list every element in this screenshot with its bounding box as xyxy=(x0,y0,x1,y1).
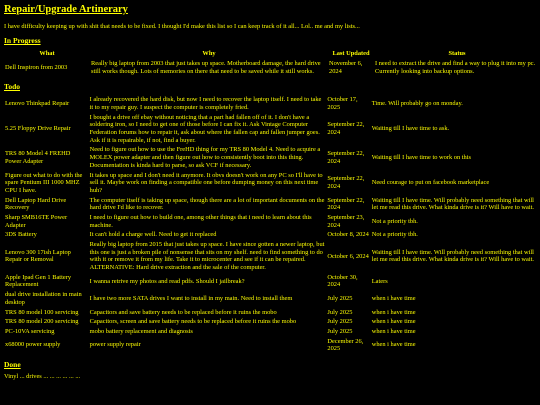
row-what: 5.25 Floppy Drive Repair xyxy=(5,125,71,133)
todo-heading: Todo xyxy=(4,82,20,92)
row-why: Capacitors, screen and save battery needs to be replaced before it ruins the mobo xyxy=(89,318,297,326)
row-why: It can't hold a charge well. Need to get it replaced xyxy=(89,231,217,239)
row-why: Need to figure out how to use the FreHD thing for my TRS 80 Model 4. Need to acquire a MOLEX power adapter and then figure out how to consistently boot into this thing. Documentation is kinda hard to parse, so ask VCF if necessary. xyxy=(89,146,321,169)
row-what: Dell Inspiron from 2003 xyxy=(5,63,68,71)
row-what: 3DS Battery xyxy=(5,231,37,239)
row-date: July 2025 xyxy=(327,295,353,302)
done-heading: Done xyxy=(4,359,21,369)
row-status: Not a priority tbh. xyxy=(371,217,418,225)
table-row xyxy=(4,59,540,76)
row-what: TRS 80 Model 4 FREHD Power Adapter xyxy=(5,150,71,165)
row-status: when i have time xyxy=(371,318,416,326)
table-row xyxy=(4,308,536,318)
table-row xyxy=(4,317,536,327)
intro-text: I have difficulty keeping up with shit that needs to be fixed. I thought I'd make this list so I can keep track of it all... Lol.. me and my lists... xyxy=(4,22,360,30)
row-status: when i have time xyxy=(371,295,416,302)
row-what: TRS 80 model 100 servicing xyxy=(5,308,79,316)
row-date: September 22, 2024 xyxy=(327,175,365,191)
table-row xyxy=(4,171,536,196)
row-date: November 6, 2024 xyxy=(329,59,363,75)
row-date: October 17, 2025 xyxy=(327,96,358,112)
row-status: Waiting till I have time. Will probably need something that will let me read this drive. What kinda drive is it? Will have to wait. xyxy=(371,196,534,212)
row-status: Time. Will probably go on monday. xyxy=(371,100,463,108)
row-why: I need to figure out how to build one, among other things that i need to learn about this machine. xyxy=(89,213,312,229)
row-why: I bought a drive off ebay without noticing that a part had fallen off of it. I don't have a soldering iron, so I need to get one of those before I can fix it. Ask Vintage Computer Federation forums how to repair it, ask about where the fallen cap and fallen jumper goes. Ask if it is repairable, if not, find a buyer. xyxy=(89,113,320,144)
row-status: when i have time xyxy=(371,308,416,316)
row-date: December 26, 2025 xyxy=(327,337,364,353)
row-date: July 2025 xyxy=(327,308,353,316)
in-progress-table xyxy=(4,49,540,76)
row-status: Laters xyxy=(371,277,388,285)
row-what: TRS 80 model 200 servicing xyxy=(5,318,79,326)
row-why: I already recovered the hard disk, but now I need to recover the laptop itself. I need to take it to my repair guy. I suspect the computer is completely fried. xyxy=(89,96,322,112)
col-what-header: What xyxy=(39,50,55,58)
table-row xyxy=(4,213,536,230)
row-why: I have two more SATA drives I want to install in my main. Need to install them xyxy=(89,295,293,302)
table-row xyxy=(4,113,536,146)
row-status: Not a priority tbh. xyxy=(371,231,418,239)
table-row xyxy=(4,337,536,354)
col-status-header: Status xyxy=(448,50,466,58)
row-status: when i have time xyxy=(371,327,416,335)
table-row xyxy=(4,290,536,307)
col-why-header: Why xyxy=(202,50,216,58)
row-date: July 2025 xyxy=(327,327,353,335)
row-why: Capacitors and save battery needs to be replaced before it ruins the mobo xyxy=(89,308,277,316)
row-why: It takes up space and I don't need it anymore. It obvs doesn't work on any PC so I'll have to sell it. Maybe work on finding a compatible one before dumping money on this next time huh? xyxy=(89,171,323,194)
row-status: Need courage to put on facebook marketplace xyxy=(371,179,490,187)
table-row xyxy=(4,145,536,170)
row-why: I wanna retrive my photos and read pdfs. Should I jailbreak? xyxy=(89,277,245,285)
done-partial-row: Vinyl ... drives ... ... ... ... ... ... xyxy=(4,372,81,380)
table-row xyxy=(4,273,536,290)
row-why: Really big laptop from 2003 that just takes up space. Motherboard damage, the hard drive still works though. Lots of memories on there that need to be saved while it still works. xyxy=(91,59,321,75)
row-status: Waiting till I have time to work on this xyxy=(371,154,471,162)
table-header-row xyxy=(4,49,540,59)
row-date: September 22, 2024 xyxy=(327,196,365,212)
col-date-header: Last Updated xyxy=(332,50,370,58)
row-date: October 30, 2024 xyxy=(327,273,358,289)
row-why: Really big laptop from 2015 that just takes up space. I have since gotten a newer laptop, but this one is just a broken pile of nonsense that sits on my shelf. need to find something to do with it or remove it from my life. Take it to microcenter and see if it can be repaired. ALTERNATIVE: Hard drive extraction and the sale of the computer. xyxy=(89,241,325,272)
row-status: I need to extract the drive and find a way to plug it into my pc. Currently looking into backup options. xyxy=(375,59,536,75)
row-why: mobo battery replacement and diagnosis xyxy=(89,327,193,335)
row-date: September 23, 2024 xyxy=(327,213,365,229)
row-what: Sharp SMB16TE Power Adapter xyxy=(5,213,68,229)
in-progress-heading: In Progress xyxy=(4,36,41,46)
row-status: Waiting till I have time to ask. xyxy=(371,125,450,133)
row-date: October 6, 2024 xyxy=(327,252,369,260)
row-what: Apple Ipad Gen 1 Battery Replacement xyxy=(5,273,72,289)
table-row xyxy=(4,240,536,273)
row-date: October 8, 2024 xyxy=(327,231,369,239)
table-row xyxy=(4,230,536,240)
row-status: Waiting till I have time. Will probably need something that will let me read this drive. What kinda drive is it? Will have to wait. xyxy=(371,248,534,264)
row-why: power supply repair xyxy=(89,341,141,349)
row-what: Lenovo Thinkpad Repair xyxy=(5,100,70,108)
row-date: September 22, 2024 xyxy=(327,121,365,137)
row-what: Lenovo 300 17ish Laptop Repair or Removal xyxy=(5,248,71,264)
table-row xyxy=(4,95,536,112)
row-what: Dell Laptop Hard Drive Recovery xyxy=(5,196,67,212)
page-title: Repair/Upgrade Artinerary xyxy=(4,4,128,15)
row-what: PC-10VA servicing xyxy=(5,327,55,335)
row-date: July 2025 xyxy=(327,318,353,326)
row-what: Figure out what to do with the spare Pentium III 1000 MHZ CPU I have. xyxy=(5,171,83,194)
table-row xyxy=(4,196,536,213)
row-date: September 22, 2024 xyxy=(327,150,365,165)
table-row xyxy=(4,327,536,337)
row-status: when i have time xyxy=(371,341,416,349)
row-what: dual drive installation in main desktop xyxy=(5,291,82,306)
row-why: The computer itself is taking up space, though there are a lot of important documents on the hard drive I'd like to recover. xyxy=(89,196,325,212)
row-what: x68000 power supply xyxy=(5,341,61,349)
todo-table xyxy=(4,95,536,354)
